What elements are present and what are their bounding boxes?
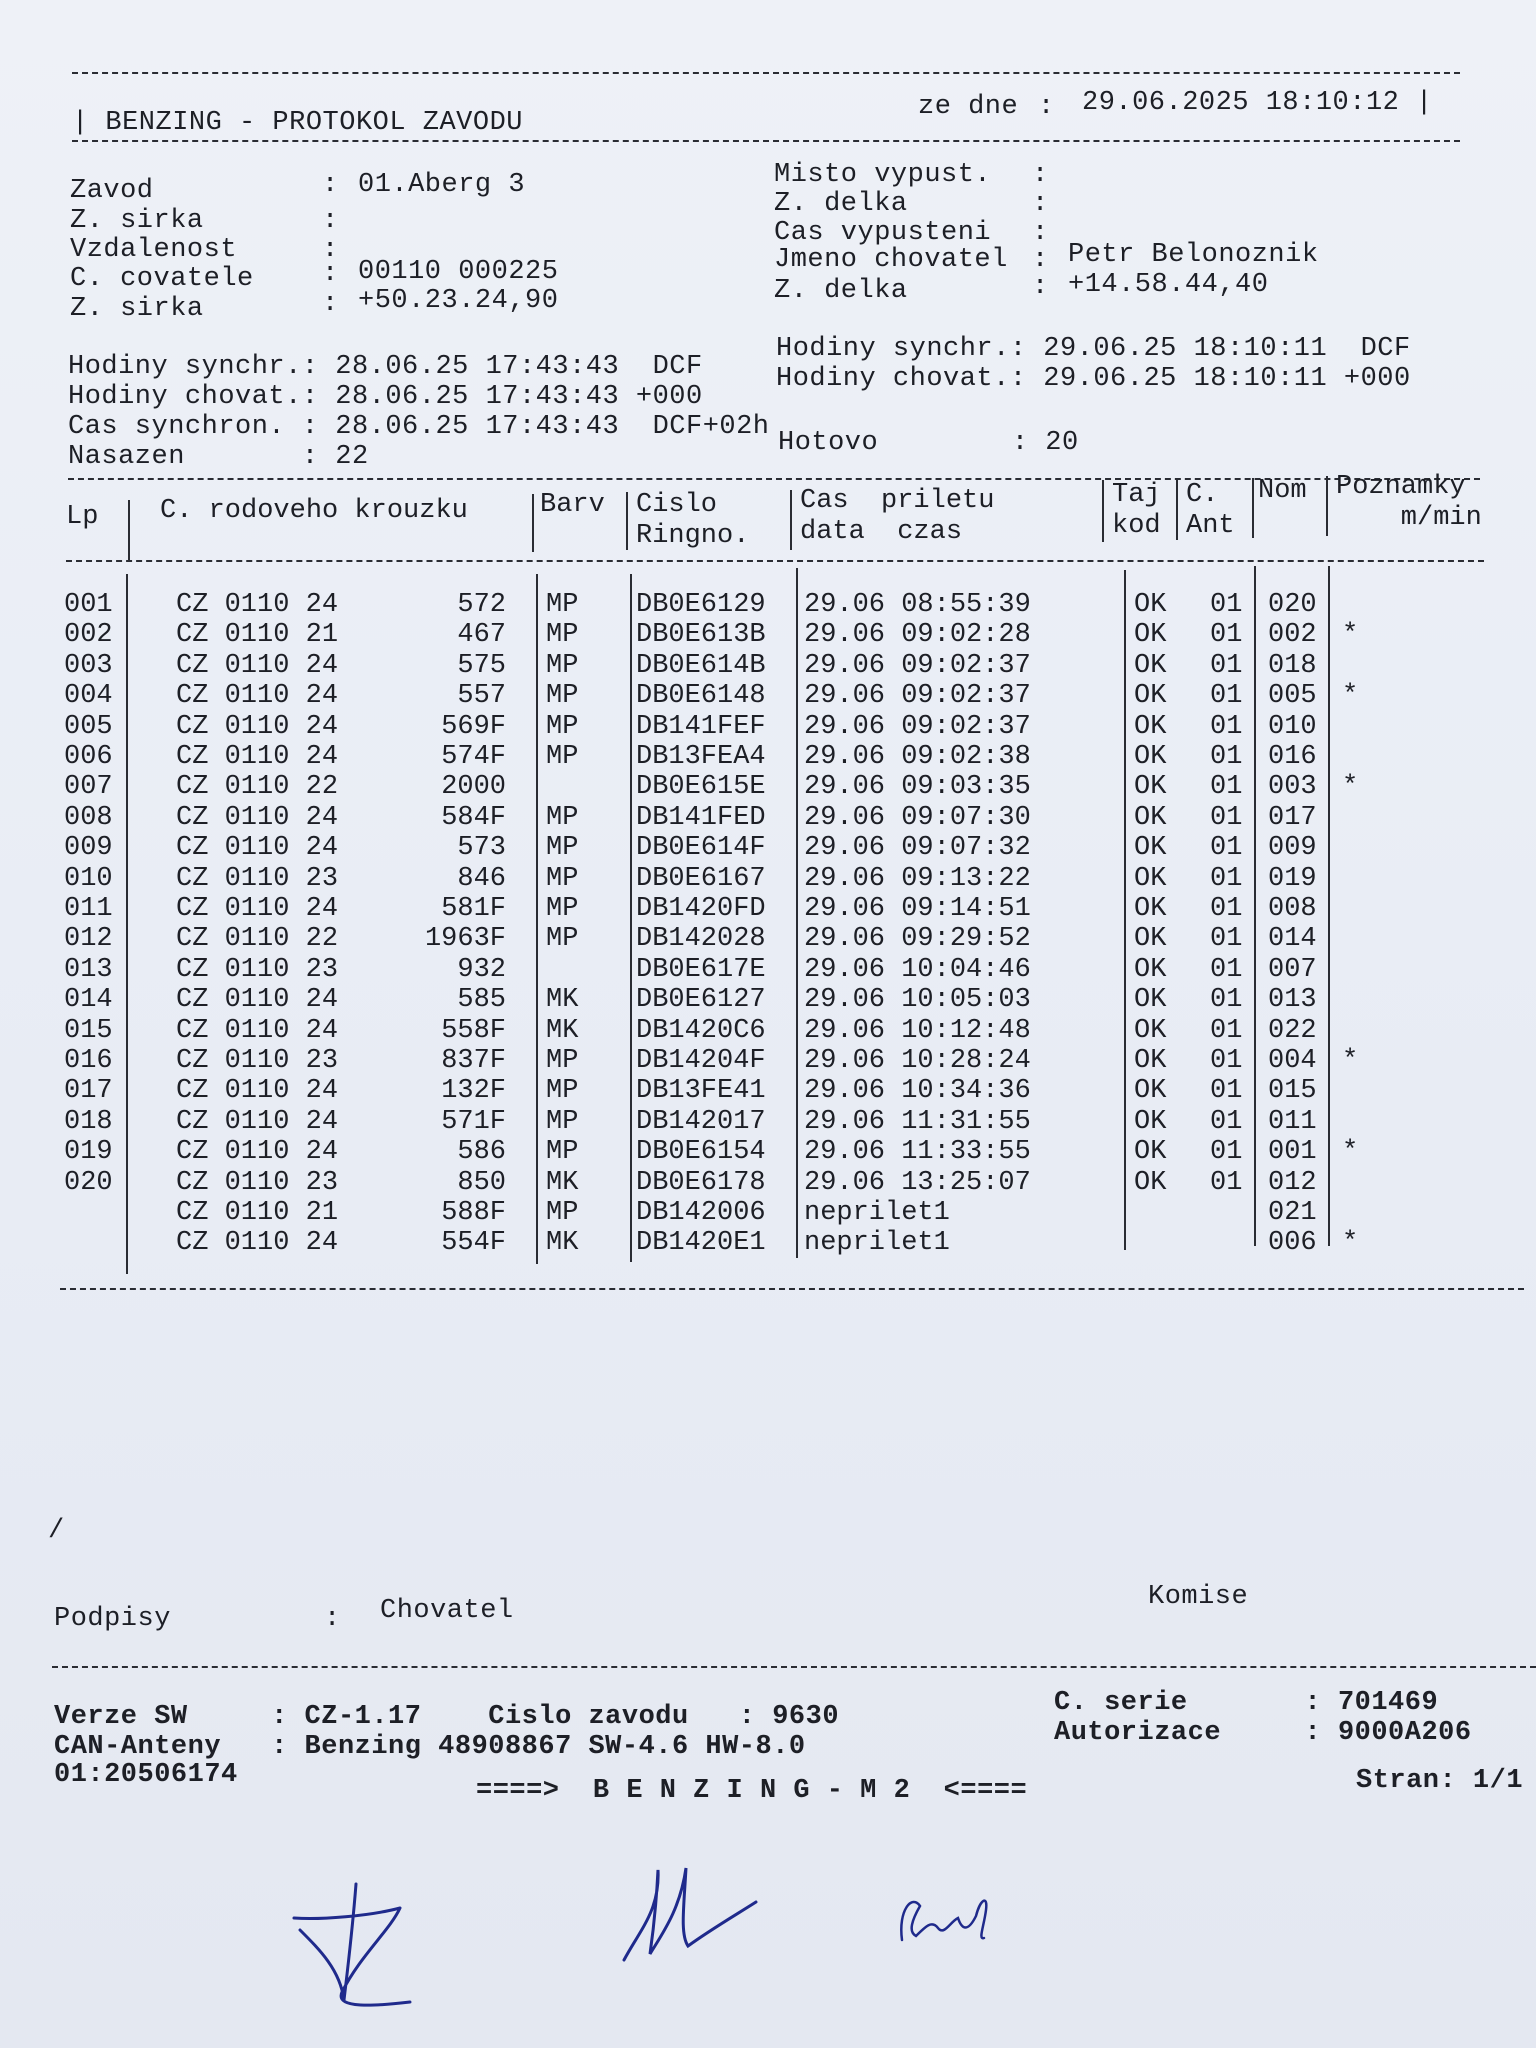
- cell-cislo: DB142006: [636, 1198, 766, 1228]
- cell-taj: OK: [1134, 712, 1167, 742]
- info-colon: :: [1032, 189, 1049, 219]
- cell-lp: 014: [64, 985, 113, 1015]
- col-header-cislo: Cislo Ringno.: [636, 490, 750, 551]
- cell-pozn: *: [1342, 681, 1359, 711]
- cell-ant: 01: [1210, 924, 1243, 954]
- cell-ring: CZ 0110 24: [176, 1228, 339, 1258]
- footer-autorizace: Autorizace : 9000A206: [1054, 1718, 1472, 1748]
- column-rule: [1254, 566, 1256, 1246]
- cell-cislo: DB0E614B: [636, 651, 766, 681]
- cell-ring-number: 575: [457, 651, 506, 681]
- col-header-barv: Barv: [540, 490, 605, 520]
- cell-ring-number: 554F: [441, 1228, 506, 1258]
- cell-taj: OK: [1134, 742, 1167, 772]
- cell-taj: OK: [1134, 651, 1167, 681]
- cell-cislo: DB142017: [636, 1107, 766, 1137]
- cell-barv: MK: [546, 1168, 579, 1198]
- cell-nom: 010: [1268, 712, 1317, 742]
- cell-cas: 29.06 09:07:32: [804, 833, 1031, 863]
- cell-taj: OK: [1134, 894, 1167, 924]
- cell-pozn: *: [1342, 620, 1359, 650]
- cell-cas: 29.06 09:07:30: [804, 803, 1031, 833]
- cell-lp: 005: [64, 712, 113, 742]
- info-colon: :: [322, 206, 339, 236]
- cell-nom: 009: [1268, 833, 1317, 863]
- cell-ring-number: 584F: [441, 803, 506, 833]
- cell-ring: CZ 0110 23: [176, 1046, 339, 1076]
- column-rule: [128, 500, 130, 560]
- cell-lp: 009: [64, 833, 113, 863]
- clock-line: Hodiny synchr.: 29.06.25 18:10:11 DCF: [776, 334, 1411, 364]
- podpisy-label: Podpisy: [54, 1604, 171, 1634]
- cell-lp: 004: [64, 681, 113, 711]
- cell-lp: 008: [64, 803, 113, 833]
- cell-ring: CZ 0110 24: [176, 985, 339, 1015]
- cell-barv: MP: [546, 803, 579, 833]
- cell-ant: 01: [1210, 955, 1243, 985]
- cell-cislo: DB141FED: [636, 803, 766, 833]
- info-label: Cas vypusteni: [774, 218, 992, 248]
- column-rule: [536, 574, 538, 1264]
- cell-ring-number: 932: [457, 955, 506, 985]
- cell-nom: 022: [1268, 1016, 1317, 1046]
- col-header-cas: Cas priletu data czas: [800, 486, 995, 547]
- cell-taj: OK: [1134, 1137, 1167, 1167]
- cell-cas: 29.06 11:31:55: [804, 1107, 1031, 1137]
- cell-ant: 01: [1210, 620, 1243, 650]
- cell-taj: OK: [1134, 955, 1167, 985]
- column-rule: [790, 490, 792, 550]
- column-rule: [796, 568, 798, 1258]
- info-colon: :: [322, 170, 339, 200]
- signature-2-icon: [610, 1850, 770, 1980]
- cell-nom: 019: [1268, 864, 1317, 894]
- info-label: Z. sirka: [70, 294, 204, 324]
- clock-line: Cas synchron. : 28.06.25 17:43:43 DCF+02h: [68, 412, 770, 442]
- cell-nom: 005: [1268, 681, 1317, 711]
- cell-cislo: DB13FEA4: [636, 742, 766, 772]
- cell-ant: 01: [1210, 1076, 1243, 1106]
- cell-ring-number: 574F: [441, 742, 506, 772]
- cell-barv: MP: [546, 590, 579, 620]
- footer-verze-sw: Verze SW : CZ-1.17 Cislo zavodu : 9630: [54, 1702, 840, 1732]
- cell-ring: CZ 0110 24: [176, 894, 339, 924]
- cell-barv: MP: [546, 894, 579, 924]
- cell-ant: 01: [1210, 1168, 1243, 1198]
- cell-ant: 01: [1210, 742, 1243, 772]
- cell-taj: OK: [1134, 1016, 1167, 1046]
- cell-taj: OK: [1134, 590, 1167, 620]
- cell-ring-number: 573: [457, 833, 506, 863]
- cell-ring-number: 572: [457, 590, 506, 620]
- report-title: | BENZING - PROTOKOL ZAVODU: [72, 108, 523, 138]
- info-colon: :: [322, 235, 339, 265]
- cell-ring: CZ 0110 24: [176, 742, 339, 772]
- column-rule: [1328, 566, 1330, 1246]
- footer-banner: ====> B E N Z I N G - M 2 <====: [476, 1776, 1028, 1806]
- col-header-nom: Nom: [1258, 476, 1307, 506]
- cell-ring: CZ 0110 22: [176, 924, 339, 954]
- cell-cislo: DB0E613B: [636, 620, 766, 650]
- cell-cislo: DB142028: [636, 924, 766, 954]
- cell-cas: 29.06 10:04:46: [804, 955, 1031, 985]
- cell-cas: 29.06 09:03:35: [804, 772, 1031, 802]
- cell-ring: CZ 0110 21: [176, 1198, 339, 1228]
- cell-cas: 29.06 13:25:07: [804, 1168, 1031, 1198]
- footer-c-serie: C. serie : 701469: [1054, 1688, 1439, 1718]
- cell-ring-number: 2000: [441, 772, 506, 802]
- clock-line: Nasazen : 22: [68, 442, 369, 472]
- cell-ant: 01: [1210, 681, 1243, 711]
- cell-barv: MK: [546, 1016, 579, 1046]
- cell-cislo: DB13FE41: [636, 1076, 766, 1106]
- cell-ring: CZ 0110 24: [176, 1107, 339, 1137]
- cell-cislo: DB0E617E: [636, 955, 766, 985]
- cell-taj: OK: [1134, 864, 1167, 894]
- header-bottom-divider: [72, 140, 1460, 142]
- cell-ring-number: 571F: [441, 1107, 506, 1137]
- cell-ring: CZ 0110 24: [176, 1076, 339, 1106]
- cell-nom: 018: [1268, 651, 1317, 681]
- col-header-taj: Taj kod: [1112, 480, 1161, 541]
- cell-cas: neprilet1: [804, 1198, 950, 1228]
- cell-cislo: DB0E6154: [636, 1137, 766, 1167]
- cell-ant: 01: [1210, 864, 1243, 894]
- cell-barv: MK: [546, 1228, 579, 1258]
- col-header-ant: C. Ant: [1186, 480, 1235, 541]
- cell-ring: CZ 0110 21: [176, 620, 339, 650]
- info-value: Petr Belonoznik: [1068, 240, 1319, 270]
- cell-nom: 017: [1268, 803, 1317, 833]
- cell-barv: MP: [546, 620, 579, 650]
- cell-cas: 29.06 09:02:37: [804, 651, 1031, 681]
- cell-taj: OK: [1134, 620, 1167, 650]
- cell-barv: MP: [546, 864, 579, 894]
- cell-taj: OK: [1134, 1046, 1167, 1076]
- cell-ring: CZ 0110 23: [176, 955, 339, 985]
- table-bottom-divider: [60, 1288, 1524, 1290]
- cell-ant: 01: [1210, 985, 1243, 1015]
- cell-ring: CZ 0110 24: [176, 681, 339, 711]
- cell-nom: 007: [1268, 955, 1317, 985]
- cell-taj: OK: [1134, 681, 1167, 711]
- header-top-divider: [72, 72, 1460, 74]
- column-rule: [126, 574, 128, 1274]
- cell-ring: CZ 0110 24: [176, 803, 339, 833]
- info-colon: :: [322, 259, 339, 289]
- cell-nom: 011: [1268, 1107, 1317, 1137]
- cell-ring: CZ 0110 24: [176, 1016, 339, 1046]
- cell-ring-number: 588F: [441, 1198, 506, 1228]
- cell-nom: 003: [1268, 772, 1317, 802]
- column-rule: [1176, 480, 1178, 540]
- cell-lp: 001: [64, 590, 113, 620]
- cell-ring: CZ 0110 24: [176, 590, 339, 620]
- info-colon: :: [1032, 160, 1049, 190]
- info-colon: :: [322, 289, 339, 319]
- cell-cas: 29.06 09:29:52: [804, 924, 1031, 954]
- info-label: Z. delka: [774, 276, 908, 306]
- info-colon: :: [1032, 272, 1049, 302]
- cell-barv: MP: [546, 742, 579, 772]
- cell-lp: 018: [64, 1107, 113, 1137]
- cell-ant: 01: [1210, 1137, 1243, 1167]
- cell-lp: 016: [64, 1046, 113, 1076]
- cell-ring-number: 586: [457, 1137, 506, 1167]
- cell-cas: 29.06 10:34:36: [804, 1076, 1031, 1106]
- cell-cislo: DB1420C6: [636, 1016, 766, 1046]
- cell-barv: MP: [546, 1107, 579, 1137]
- cell-cislo: DB0E614F: [636, 833, 766, 863]
- cell-cas: 29.06 09:02:37: [804, 681, 1031, 711]
- cell-ring-number: 585: [457, 985, 506, 1015]
- cell-ring: CZ 0110 23: [176, 864, 339, 894]
- cell-lp: 006: [64, 742, 113, 772]
- cell-cas: 29.06 10:05:03: [804, 985, 1031, 1015]
- cell-lp: 011: [64, 894, 113, 924]
- cell-cislo: DB0E615E: [636, 772, 766, 802]
- cell-taj: OK: [1134, 833, 1167, 863]
- cell-cas: 29.06 09:13:22: [804, 864, 1031, 894]
- cell-ring: CZ 0110 23: [176, 1168, 339, 1198]
- tick-mark: /: [48, 1516, 65, 1546]
- cell-ant: 01: [1210, 803, 1243, 833]
- cell-ant: 01: [1210, 772, 1243, 802]
- report-date-label: ze dne: [918, 92, 1019, 122]
- cell-nom: 021: [1268, 1198, 1317, 1228]
- clock-line: Hodiny chovat.: 28.06.25 17:43:43 +000: [68, 382, 703, 412]
- cell-nom: 013: [1268, 985, 1317, 1015]
- report-date-separator: :: [1038, 92, 1055, 122]
- report-date-value: 29.06.2025 18:10:12 |: [1082, 88, 1433, 118]
- footer-divider: [52, 1666, 1536, 1668]
- cell-lp: 015: [64, 1016, 113, 1046]
- komise-label: Komise: [1148, 1582, 1249, 1612]
- cell-ring: CZ 0110 24: [176, 1137, 339, 1167]
- cell-nom: 016: [1268, 742, 1317, 772]
- cell-lp: 002: [64, 620, 113, 650]
- cell-cas: 29.06 09:02:38: [804, 742, 1031, 772]
- cell-ring-number: 837F: [441, 1046, 506, 1076]
- cell-taj: OK: [1134, 1168, 1167, 1198]
- column-rule: [1252, 478, 1254, 538]
- col-header-pozn: Poznamky m/min: [1336, 472, 1482, 533]
- cell-cislo: DB1420E1: [636, 1228, 766, 1258]
- cell-nom: 012: [1268, 1168, 1317, 1198]
- cell-ant: 01: [1210, 833, 1243, 863]
- cell-ring: CZ 0110 24: [176, 651, 339, 681]
- cell-taj: OK: [1134, 1076, 1167, 1106]
- column-rule: [626, 492, 628, 550]
- podpisy-colon: :: [324, 1604, 341, 1634]
- cell-taj: OK: [1134, 924, 1167, 954]
- footer-id-line: 01:20506174: [54, 1760, 238, 1790]
- cell-ring-number: 467: [457, 620, 506, 650]
- cell-nom: 002: [1268, 620, 1317, 650]
- cell-cislo: DB1420FD: [636, 894, 766, 924]
- cell-lp: 010: [64, 864, 113, 894]
- cell-nom: 020: [1268, 590, 1317, 620]
- cell-cas: 29.06 08:55:39: [804, 590, 1031, 620]
- cell-ant: 01: [1210, 712, 1243, 742]
- cell-lp: 019: [64, 1137, 113, 1167]
- footer-can-anteny: CAN-Anteny : Benzing 48908867 SW-4.6 HW-8.0: [54, 1732, 806, 1762]
- info-value: +14.58.44,40: [1068, 270, 1269, 300]
- clock-line: Hodiny synchr.: 28.06.25 17:43:43 DCF: [68, 352, 703, 382]
- cell-barv: MP: [546, 651, 579, 681]
- cell-ant: 01: [1210, 590, 1243, 620]
- info-label: Misto vypust.: [774, 160, 992, 190]
- cell-ring-number: 850: [457, 1168, 506, 1198]
- cell-ring-number: 569F: [441, 712, 506, 742]
- cell-taj: OK: [1134, 803, 1167, 833]
- cell-cas: 29.06 09:14:51: [804, 894, 1031, 924]
- info-colon: :: [1032, 218, 1049, 248]
- cell-ring: CZ 0110 24: [176, 712, 339, 742]
- info-label: Zavod: [70, 176, 154, 206]
- cell-nom: 004: [1268, 1046, 1317, 1076]
- cell-cas: 29.06 09:02:28: [804, 620, 1031, 650]
- cell-nom: 006: [1268, 1228, 1317, 1258]
- cell-cislo: DB0E6178: [636, 1168, 766, 1198]
- footer-strana: Stran: 1/1: [1356, 1766, 1524, 1796]
- column-rule: [630, 574, 632, 1262]
- cell-lp: 013: [64, 955, 113, 985]
- cell-barv: MP: [546, 681, 579, 711]
- cell-ring: CZ 0110 24: [176, 833, 339, 863]
- column-rule: [1102, 480, 1104, 542]
- cell-ring-number: 581F: [441, 894, 506, 924]
- table-header-divider: [66, 560, 1484, 562]
- signature-3-icon: [892, 1870, 1022, 1960]
- clock-line: Hotovo : 20: [778, 428, 1079, 458]
- cell-cas: 29.06 10:12:48: [804, 1016, 1031, 1046]
- cell-cislo: DB0E6148: [636, 681, 766, 711]
- info-label: Jmeno chovatel: [774, 245, 1008, 275]
- info-value: 01.Aberg 3: [358, 170, 526, 200]
- info-label: C. covatele: [70, 264, 254, 294]
- cell-lp: 003: [64, 651, 113, 681]
- cell-barv: MP: [546, 833, 579, 863]
- cell-nom: 001: [1268, 1137, 1317, 1167]
- cell-taj: OK: [1134, 772, 1167, 802]
- cell-taj: OK: [1134, 985, 1167, 1015]
- cell-nom: 008: [1268, 894, 1317, 924]
- cell-ant: 01: [1210, 894, 1243, 924]
- cell-nom: 015: [1268, 1076, 1317, 1106]
- cell-barv: MK: [546, 985, 579, 1015]
- info-label: Vzdalenost: [70, 235, 238, 265]
- chovatel-label: Chovatel: [380, 1596, 514, 1626]
- cell-taj: OK: [1134, 1107, 1167, 1137]
- cell-ring-number: 846: [457, 864, 506, 894]
- cell-barv: MP: [546, 712, 579, 742]
- cell-cas: 29.06 09:02:37: [804, 712, 1031, 742]
- cell-cislo: DB0E6129: [636, 590, 766, 620]
- cell-ant: 01: [1210, 1107, 1243, 1137]
- cell-cislo: DB141FEF: [636, 712, 766, 742]
- col-header-lp: Lp: [66, 502, 99, 532]
- cell-lp: 007: [64, 772, 113, 802]
- cell-barv: MP: [546, 1046, 579, 1076]
- column-rule: [1124, 570, 1126, 1250]
- cell-cas: neprilet1: [804, 1228, 950, 1258]
- cell-ring-number: 132F: [441, 1076, 506, 1106]
- cell-nom: 014: [1268, 924, 1317, 954]
- cell-lp: 012: [64, 924, 113, 954]
- cell-lp: 017: [64, 1076, 113, 1106]
- cell-ant: 01: [1210, 1016, 1243, 1046]
- cell-ant: 01: [1210, 651, 1243, 681]
- column-rule: [1326, 476, 1328, 536]
- cell-barv: MP: [546, 924, 579, 954]
- cell-cas: 29.06 10:28:24: [804, 1046, 1031, 1076]
- cell-barv: MP: [546, 1137, 579, 1167]
- info-value: +50.23.24,90: [358, 286, 559, 316]
- cell-pozn: *: [1342, 1228, 1359, 1258]
- cell-lp: 020: [64, 1168, 113, 1198]
- info-label: Z. delka: [774, 189, 908, 219]
- cell-cislo: DB0E6167: [636, 864, 766, 894]
- info-label: Z. sirka: [70, 206, 204, 236]
- column-rule: [532, 494, 534, 552]
- cell-cas: 29.06 11:33:55: [804, 1137, 1031, 1167]
- cell-pozn: *: [1342, 772, 1359, 802]
- cell-ring-number: 558F: [441, 1016, 506, 1046]
- info-colon: :: [1032, 245, 1049, 275]
- cell-barv: MP: [546, 1076, 579, 1106]
- cell-cislo: DB0E6127: [636, 985, 766, 1015]
- cell-ant: 01: [1210, 1046, 1243, 1076]
- info-value: 00110 000225: [358, 257, 559, 287]
- cell-ring: CZ 0110 22: [176, 772, 339, 802]
- signature-1-icon: [280, 1860, 440, 2020]
- clock-line: Hodiny chovat.: 29.06.25 18:10:11 +000: [776, 364, 1411, 394]
- cell-pozn: *: [1342, 1046, 1359, 1076]
- cell-barv: MP: [546, 1198, 579, 1228]
- cell-pozn: *: [1342, 1137, 1359, 1167]
- cell-ring-number: 557: [457, 681, 506, 711]
- cell-ring-number: 1963F: [424, 924, 506, 954]
- cell-cislo: DB14204F: [636, 1046, 766, 1076]
- col-header-ring: C. rodoveho krouzku: [160, 496, 468, 526]
